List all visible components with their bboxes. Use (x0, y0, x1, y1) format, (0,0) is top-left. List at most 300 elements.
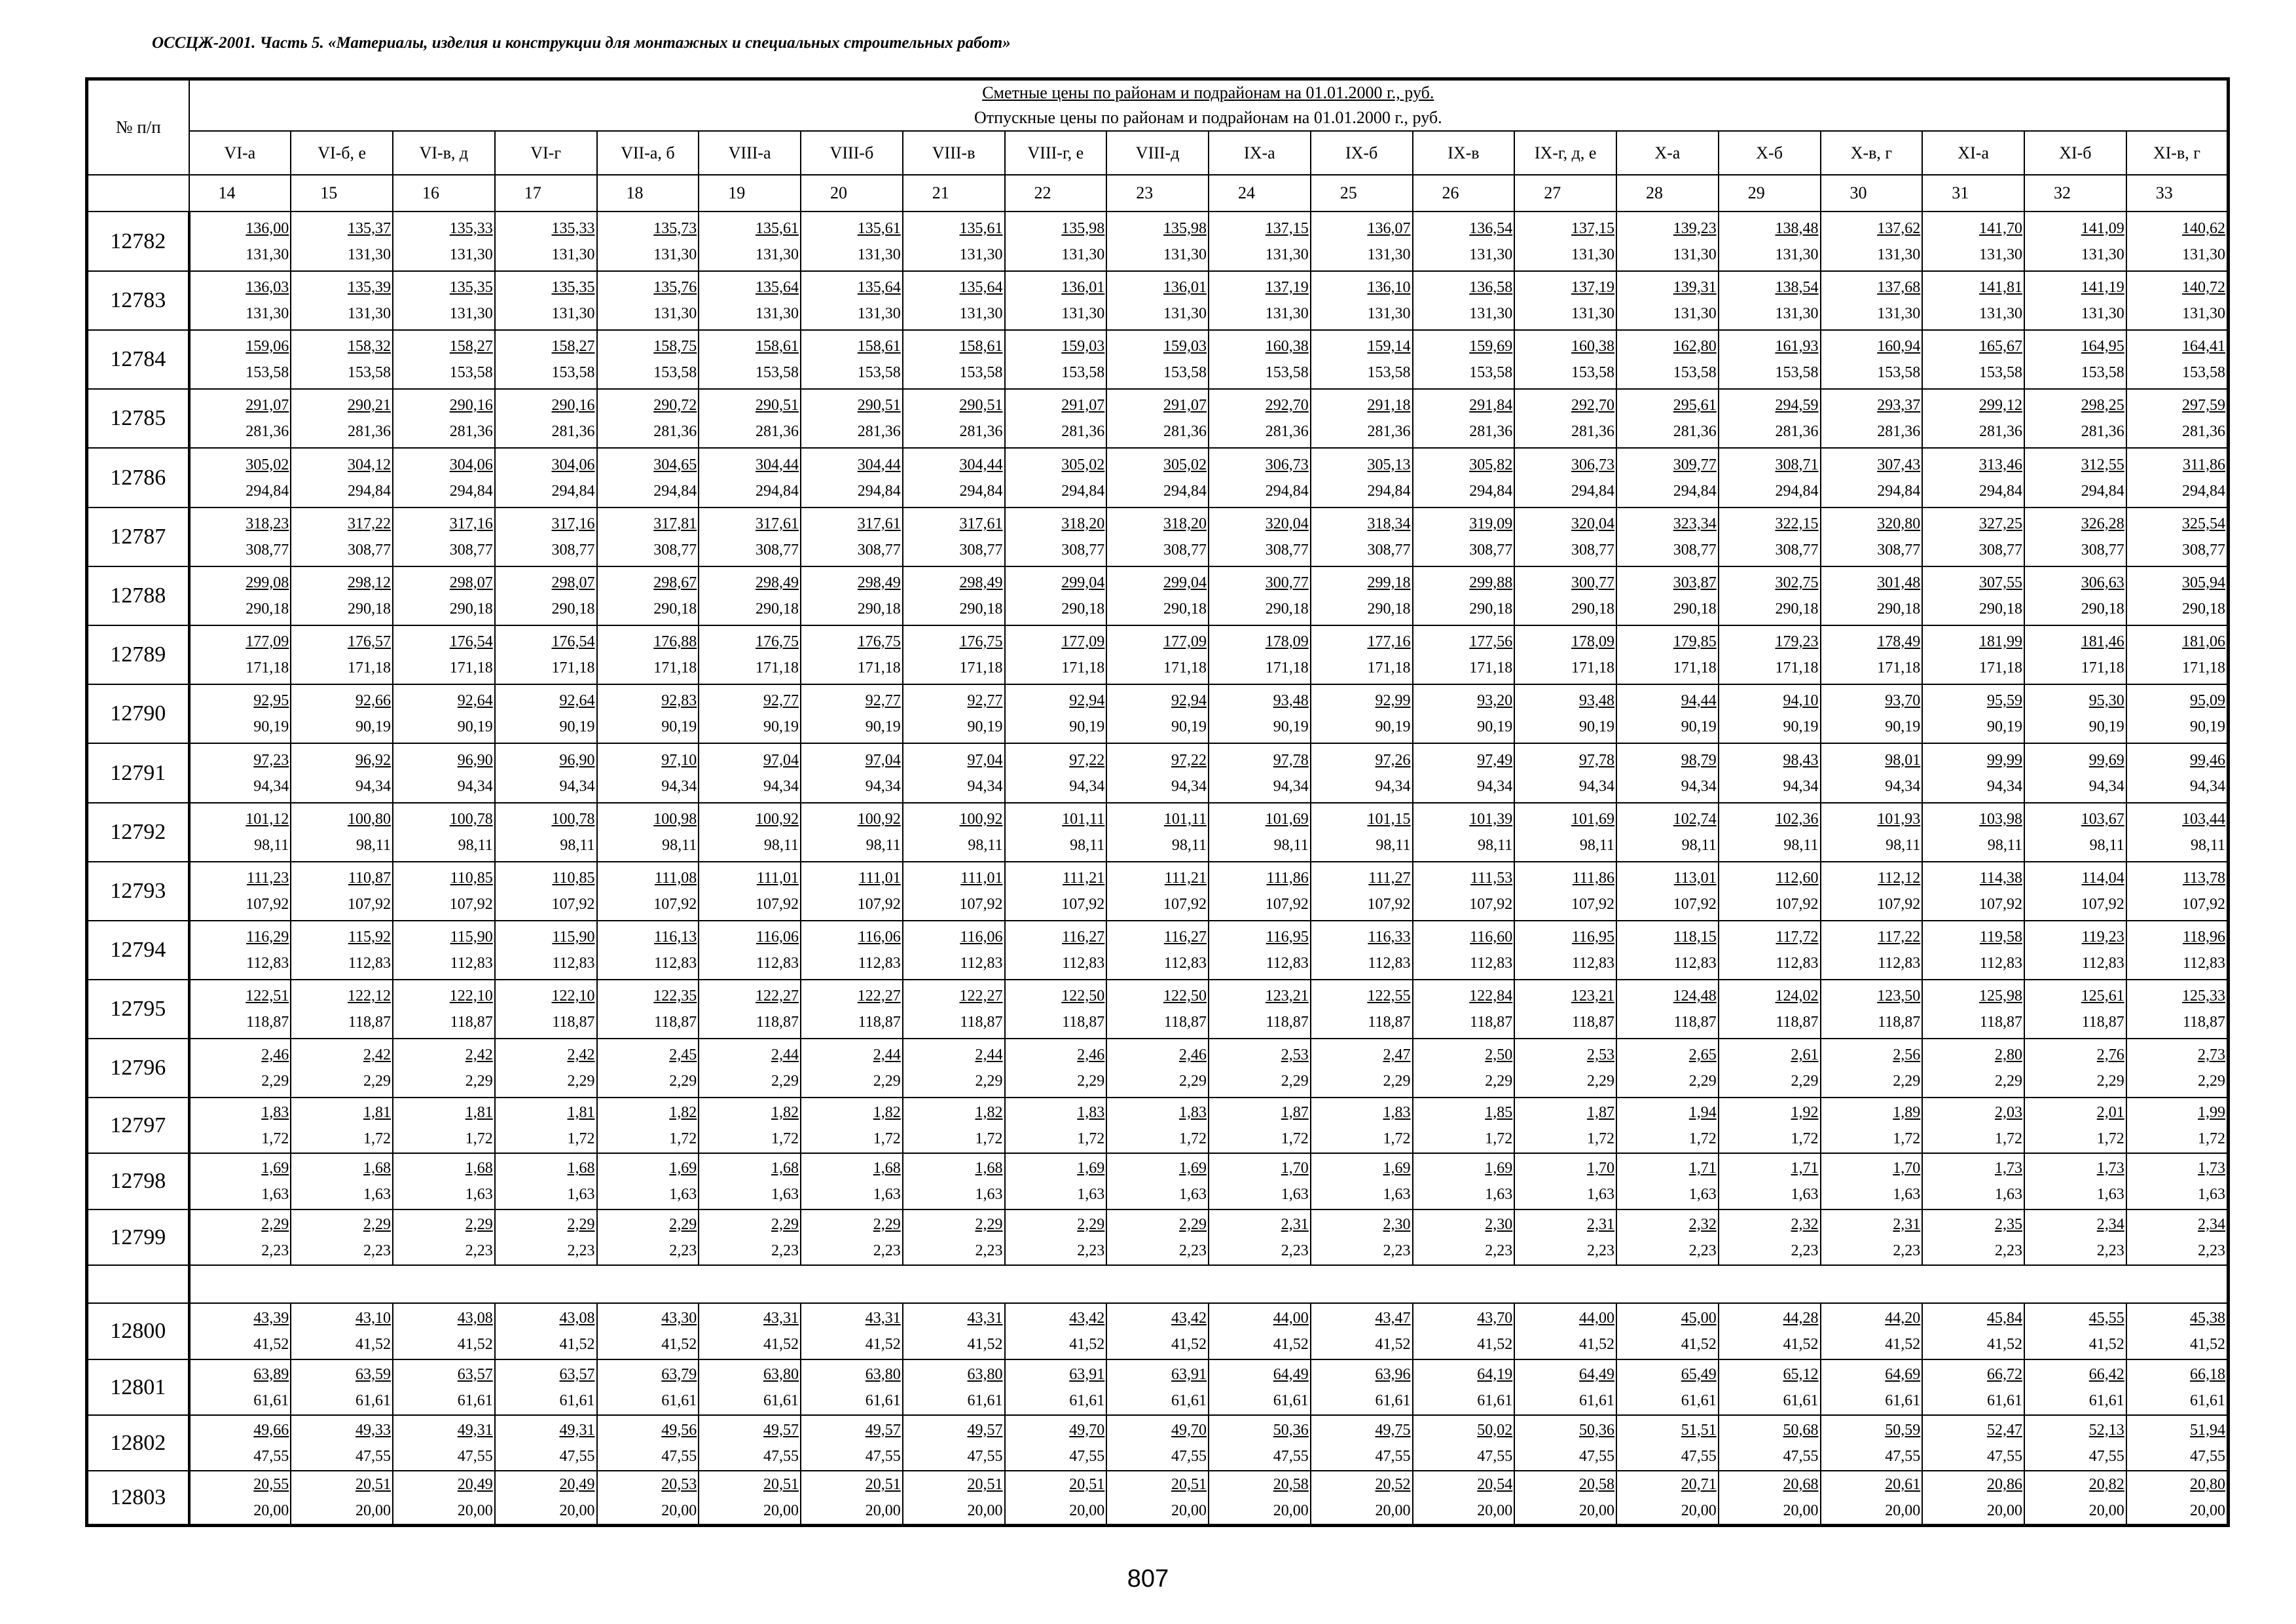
price-cell (2024, 448, 2126, 507)
estimated-price: 177,09 (1061, 633, 1105, 650)
price-cell (1719, 684, 1821, 743)
price-cell (597, 803, 699, 862)
price-cell (1514, 1209, 1616, 1265)
release-price: 281,36 (246, 423, 289, 440)
release-price: 294,84 (857, 482, 901, 500)
price-cell (393, 1359, 495, 1415)
release-price: 1,72 (1281, 1130, 1309, 1147)
table-row (87, 448, 2229, 507)
estimated-price: 43,31 (865, 1310, 901, 1327)
estimated-price: 162,80 (1673, 338, 1717, 355)
price-cell (1311, 566, 1413, 625)
column-number: 31 (1922, 175, 2024, 212)
estimated-price: 123,21 (1265, 987, 1309, 1005)
price-cell (903, 1098, 1005, 1153)
release-price: 47,55 (2190, 1447, 2226, 1465)
release-price: 1,72 (261, 1130, 289, 1147)
item-number: 12801 (87, 1359, 189, 1415)
estimated-price: 2,50 (1485, 1046, 1513, 1063)
table-row (87, 743, 2229, 803)
price-cell (1616, 1153, 1719, 1209)
estimated-price: 318,20 (1163, 515, 1207, 532)
estimated-price: 116,13 (654, 929, 697, 946)
price-cell (801, 330, 903, 389)
estimated-price: 49,70 (1171, 1421, 1207, 1439)
price-cell (699, 1415, 801, 1471)
release-price: 1,63 (1485, 1186, 1513, 1203)
estimated-price: 101,69 (1571, 811, 1614, 828)
price-cell (1821, 1415, 1923, 1471)
estimated-price: 101,93 (1877, 811, 1921, 828)
release-price: 90,19 (1069, 718, 1105, 735)
estimated-price: 1,69 (1485, 1160, 1513, 1177)
release-price: 98,11 (560, 837, 595, 854)
release-price: 47,55 (1375, 1447, 1411, 1465)
estimated-price: 117,22 (1878, 929, 1921, 946)
release-price: 98,11 (2089, 837, 2124, 854)
release-price: 47,55 (2088, 1447, 2124, 1465)
price-cell (1616, 1471, 1719, 1526)
price-cell (1719, 980, 1821, 1039)
release-price: 2,23 (465, 1242, 493, 1259)
release-price: 294,84 (1163, 482, 1207, 500)
estimated-price: 160,38 (1571, 338, 1614, 355)
price-cell (1922, 862, 2024, 921)
estimated-price: 1,82 (873, 1103, 901, 1121)
release-price: 90,19 (1681, 718, 1717, 735)
price-cell (2024, 625, 2126, 684)
estimated-price: 320,04 (1571, 515, 1614, 532)
estimated-price: 113,01 (1673, 870, 1717, 887)
price-cell (801, 1359, 903, 1415)
price-cell (1311, 271, 1413, 330)
estimated-price: 20,51 (1171, 1476, 1207, 1493)
table-row (87, 684, 2229, 743)
release-price: 2,29 (1688, 1073, 1717, 1090)
release-price: 294,84 (653, 482, 697, 500)
price-cell (1821, 625, 1923, 684)
estimated-price: 1,83 (1077, 1103, 1105, 1121)
release-price: 290,18 (1265, 600, 1309, 618)
release-price: 1,72 (1587, 1130, 1614, 1147)
estimated-price: 20,58 (1579, 1476, 1614, 1493)
estimated-price: 98,01 (1885, 751, 1921, 769)
release-price: 294,84 (246, 482, 289, 500)
estimated-price: 302,75 (1775, 574, 1819, 591)
price-cell (801, 271, 903, 330)
estimated-price: 63,89 (253, 1365, 289, 1383)
column-number: 32 (2024, 175, 2126, 212)
estimated-price: 66,72 (1987, 1365, 2022, 1383)
price-cell (2024, 1209, 2126, 1265)
release-price: 112,83 (858, 955, 901, 972)
release-price: 131,30 (1673, 305, 1717, 322)
price-cell (393, 921, 495, 980)
price-cell (801, 507, 903, 566)
estimated-price: 178,09 (1265, 633, 1309, 650)
estimated-price: 20,51 (763, 1476, 799, 1493)
price-cell (1413, 1415, 1515, 1471)
estimated-price: 317,61 (857, 515, 901, 532)
release-price: 20,00 (1681, 1502, 1717, 1519)
estimated-price: 136,01 (1163, 279, 1207, 296)
release-price: 41,52 (1171, 1336, 1207, 1353)
estimated-price: 135,33 (449, 219, 493, 237)
price-cell (1514, 271, 1616, 330)
price-cell (1005, 1039, 1107, 1098)
estimated-price: 112,60 (1776, 870, 1819, 887)
price-cell (597, 1359, 699, 1415)
release-price: 112,83 (1368, 955, 1411, 972)
price-cell (189, 389, 291, 448)
estimated-price: 177,16 (1367, 633, 1411, 650)
price-cell (393, 389, 495, 448)
estimated-price: 124,48 (1673, 987, 1717, 1005)
price-cell (1311, 507, 1413, 566)
release-price: 290,18 (348, 600, 391, 618)
item-number: 12803 (87, 1471, 189, 1526)
estimated-price: 99,46 (2190, 751, 2226, 769)
item-number: 12797 (87, 1098, 189, 1153)
table-row (87, 1098, 2229, 1153)
release-price: 153,58 (756, 364, 799, 381)
region-header: X-а (1616, 131, 1719, 175)
estimated-price: 99,69 (2088, 751, 2124, 769)
estimated-price: 63,79 (661, 1365, 697, 1383)
price-cell (1106, 507, 1209, 566)
price-cell (903, 507, 1005, 566)
release-price: 118,87 (1062, 1014, 1105, 1031)
item-number: 12785 (87, 389, 189, 448)
release-price: 131,30 (2182, 246, 2226, 263)
release-price: 308,77 (857, 542, 901, 559)
price-cell (291, 921, 393, 980)
price-cell (495, 271, 597, 330)
price-cell (1005, 803, 1107, 862)
release-price: 308,77 (1571, 542, 1614, 559)
price-cell (1005, 1415, 1107, 1471)
release-price: 171,18 (2182, 659, 2226, 676)
release-price: 94,34 (1375, 777, 1411, 795)
release-price: 131,30 (551, 246, 595, 263)
price-cell (1719, 330, 1821, 389)
release-price: 94,34 (1477, 777, 1513, 795)
price-cell (699, 1098, 801, 1153)
release-price: 107,92 (1367, 896, 1411, 913)
price-cell (495, 1303, 597, 1359)
release-price: 1,63 (1688, 1186, 1717, 1203)
release-price: 118,87 (960, 1014, 1003, 1031)
estimated-price: 176,75 (756, 633, 799, 650)
estimated-price: 1,69 (1077, 1160, 1105, 1177)
price-cell (393, 1209, 495, 1265)
column-number: 26 (1413, 175, 1515, 212)
estimated-price: 96,92 (355, 751, 391, 769)
price-cell (903, 980, 1005, 1039)
price-cell (1311, 389, 1413, 448)
estimated-price: 2,61 (1791, 1046, 1819, 1063)
price-cell (801, 625, 903, 684)
price-cell (1922, 1415, 2024, 1471)
price-cell (699, 1039, 801, 1098)
price-cell (291, 980, 393, 1039)
price-cell (1514, 980, 1616, 1039)
release-price: 2,23 (1893, 1242, 1921, 1259)
item-number: 12794 (87, 921, 189, 980)
estimated-price: 2,46 (1179, 1046, 1207, 1063)
release-price: 94,34 (967, 777, 1003, 795)
estimated-price: 176,75 (857, 633, 901, 650)
release-price: 281,36 (2182, 423, 2226, 440)
price-cell (1106, 803, 1209, 862)
estimated-price: 141,09 (2081, 219, 2124, 237)
price-cell (1922, 980, 2024, 1039)
price-cell (393, 1153, 495, 1209)
estimated-price: 20,71 (1681, 1476, 1717, 1493)
estimated-price: 299,12 (1979, 397, 2022, 414)
price-cell (1209, 212, 1311, 271)
item-number: 12799 (87, 1209, 189, 1265)
price-cell (1311, 1153, 1413, 1209)
estimated-price: 299,08 (246, 574, 289, 591)
release-price: 112,83 (1062, 955, 1105, 972)
release-price: 1,63 (1179, 1186, 1207, 1203)
estimated-price: 2,46 (261, 1046, 289, 1063)
estimated-price: 64,49 (1273, 1365, 1309, 1383)
price-cell (801, 1209, 903, 1265)
release-price: 47,55 (967, 1447, 1003, 1465)
release-price: 112,83 (1163, 955, 1207, 972)
estimated-price: 2,30 (1485, 1215, 1513, 1233)
price-cell (1413, 330, 1515, 389)
estimated-price: 291,18 (1367, 397, 1411, 414)
release-price: 281,36 (1265, 423, 1309, 440)
release-price: 107,92 (857, 896, 901, 913)
price-cell (291, 271, 393, 330)
release-price: 308,77 (348, 542, 391, 559)
release-price: 1,72 (975, 1130, 1003, 1147)
estimated-price: 125,33 (2182, 987, 2226, 1005)
estimated-price: 64,69 (1885, 1365, 1921, 1383)
price-cell (903, 743, 1005, 803)
price-cell (801, 803, 903, 862)
release-price: 47,55 (1579, 1447, 1614, 1465)
price-cell (291, 625, 393, 684)
release-price: 118,87 (552, 1014, 595, 1031)
estimated-price: 116,06 (756, 929, 799, 946)
estimated-price: 177,09 (1163, 633, 1207, 650)
price-cell (1514, 1471, 1616, 1526)
estimated-price: 1,68 (975, 1160, 1003, 1177)
estimated-price: 118,96 (2182, 929, 2226, 946)
estimated-price: 181,46 (2081, 633, 2124, 650)
release-price: 112,83 (1470, 955, 1513, 972)
estimated-price: 137,68 (1877, 279, 1921, 296)
column-number: 20 (801, 175, 903, 212)
release-price: 2,23 (363, 1242, 391, 1259)
price-cell (597, 1039, 699, 1098)
release-price: 281,36 (857, 423, 901, 440)
release-price: 112,83 (450, 955, 493, 972)
price-cell (1922, 1098, 2024, 1153)
price-cell (1922, 743, 2024, 803)
release-price: 20,00 (661, 1502, 697, 1519)
estimated-price: 301,48 (1877, 574, 1921, 591)
estimated-price: 20,51 (1069, 1476, 1105, 1493)
estimated-price: 50,68 (1783, 1421, 1819, 1439)
estimated-price: 2,29 (771, 1215, 799, 1233)
table-row (87, 1415, 2229, 1471)
price-cell (2126, 1153, 2229, 1209)
price-cell (1413, 212, 1515, 271)
estimated-price: 327,25 (1979, 515, 2022, 532)
price-cell (1005, 1098, 1107, 1153)
price-cell (1514, 507, 1616, 566)
release-price: 112,83 (1878, 955, 1921, 972)
item-number: 12789 (87, 625, 189, 684)
estimated-price: 20,51 (355, 1476, 391, 1493)
estimated-price: 312,55 (2081, 456, 2124, 473)
release-price: 131,30 (449, 246, 493, 263)
estimated-price: 137,62 (1877, 219, 1921, 237)
release-price: 94,34 (2088, 777, 2124, 795)
price-cell (1821, 212, 1923, 271)
estimated-price: 1,71 (1791, 1160, 1819, 1177)
estimated-price: 116,27 (1163, 929, 1207, 946)
release-price: 281,36 (551, 423, 595, 440)
column-number: 29 (1719, 175, 1821, 212)
release-price: 131,30 (1673, 246, 1717, 263)
estimated-price: 97,22 (1171, 751, 1207, 769)
estimated-price: 317,22 (348, 515, 391, 532)
release-price: 308,77 (2081, 542, 2124, 559)
release-price: 171,18 (1469, 659, 1513, 676)
estimated-price: 137,19 (1571, 279, 1614, 296)
price-cell (1821, 1209, 1923, 1265)
estimated-price: 116,06 (960, 929, 1003, 946)
release-price: 112,83 (756, 955, 799, 972)
estimated-price: 313,46 (1979, 456, 2022, 473)
estimated-price: 1,99 (2198, 1103, 2226, 1121)
estimated-price: 111,27 (1368, 870, 1411, 887)
price-cell (1616, 1209, 1719, 1265)
release-price: 131,30 (1571, 246, 1614, 263)
price-cell (495, 743, 597, 803)
price-cell (801, 566, 903, 625)
estimated-price: 317,61 (959, 515, 1003, 532)
price-cell (903, 330, 1005, 389)
estimated-price: 122,27 (857, 987, 901, 1005)
estimated-price: 122,50 (1061, 987, 1105, 1005)
release-price: 308,77 (2182, 542, 2226, 559)
estimated-price: 110,85 (552, 870, 595, 887)
price-cell (495, 448, 597, 507)
release-price: 61,61 (1579, 1392, 1614, 1409)
estimated-price: 306,73 (1571, 456, 1614, 473)
separator-cell (189, 1265, 2229, 1303)
price-cell (291, 862, 393, 921)
estimated-price: 113,78 (2182, 870, 2226, 887)
estimated-price: 63,91 (1171, 1365, 1207, 1383)
price-cell (189, 1098, 291, 1153)
release-price: 2,23 (1791, 1242, 1819, 1259)
release-price: 294,84 (1571, 482, 1614, 500)
estimated-price: 2,47 (1383, 1046, 1411, 1063)
estimated-price: 298,25 (2081, 397, 2124, 414)
estimated-price: 2,29 (465, 1215, 493, 1233)
estimated-price: 179,85 (1673, 633, 1717, 650)
estimated-price: 292,70 (1571, 397, 1614, 414)
release-price: 308,77 (1673, 542, 1717, 559)
price-cell (1821, 1098, 1923, 1153)
release-price: 1,63 (1995, 1186, 2022, 1203)
price-cell (1922, 566, 2024, 625)
estimated-price: 304,06 (449, 456, 493, 473)
estimated-price: 309,77 (1673, 456, 1717, 473)
estimated-price: 63,80 (865, 1365, 901, 1383)
price-cell (1719, 1303, 1821, 1359)
release-price: 153,58 (1673, 364, 1717, 381)
estimated-price: 320,80 (1877, 515, 1921, 532)
estimated-price: 49,70 (1069, 1421, 1105, 1439)
estimated-price: 92,94 (1171, 692, 1207, 709)
price-cell (1922, 1359, 2024, 1415)
estimated-price: 20,68 (1783, 1476, 1819, 1493)
estimated-price: 49,31 (457, 1421, 493, 1439)
price-cell (291, 507, 393, 566)
release-price: 98,11 (355, 837, 391, 854)
price-cell (1719, 921, 1821, 980)
column-number: 23 (1106, 175, 1209, 212)
price-cell (1413, 1098, 1515, 1153)
price-cell (1922, 684, 2024, 743)
estimated-price: 135,98 (1061, 219, 1105, 237)
estimated-price: 137,19 (1265, 279, 1309, 296)
price-cell (1922, 271, 2024, 330)
release-price: 112,83 (1979, 955, 2022, 972)
estimated-price: 44,28 (1783, 1310, 1819, 1327)
release-price: 153,58 (1265, 364, 1309, 381)
estimated-price: 300,77 (1265, 574, 1309, 591)
price-cell (1005, 389, 1107, 448)
release-price: 118,87 (2081, 1014, 2124, 1031)
estimated-price: 135,39 (348, 279, 391, 296)
region-header: VI-б, е (291, 131, 393, 175)
price-cell (1616, 1098, 1719, 1153)
estimated-price: 137,15 (1571, 219, 1614, 237)
release-price: 90,19 (1171, 718, 1207, 735)
estimated-price: 122,12 (348, 987, 391, 1005)
region-header: X-б (1719, 131, 1821, 175)
estimated-price: 159,03 (1061, 338, 1105, 355)
price-cell (291, 1153, 393, 1209)
estimated-price: 291,07 (246, 397, 289, 414)
estimated-price: 178,09 (1571, 633, 1614, 650)
release-price: 94,34 (763, 777, 799, 795)
estimated-price: 2,29 (975, 1215, 1003, 1233)
release-price: 281,36 (1979, 423, 2022, 440)
price-cell (2126, 921, 2229, 980)
price-cell (597, 1209, 699, 1265)
price-cell (291, 1415, 393, 1471)
release-price: 90,19 (2088, 718, 2124, 735)
price-cell (1922, 1209, 2024, 1265)
estimated-price: 160,38 (1265, 338, 1309, 355)
release-price: 294,84 (551, 482, 595, 500)
price-cell (1616, 803, 1719, 862)
price-cell (699, 625, 801, 684)
price-cell (189, 980, 291, 1039)
